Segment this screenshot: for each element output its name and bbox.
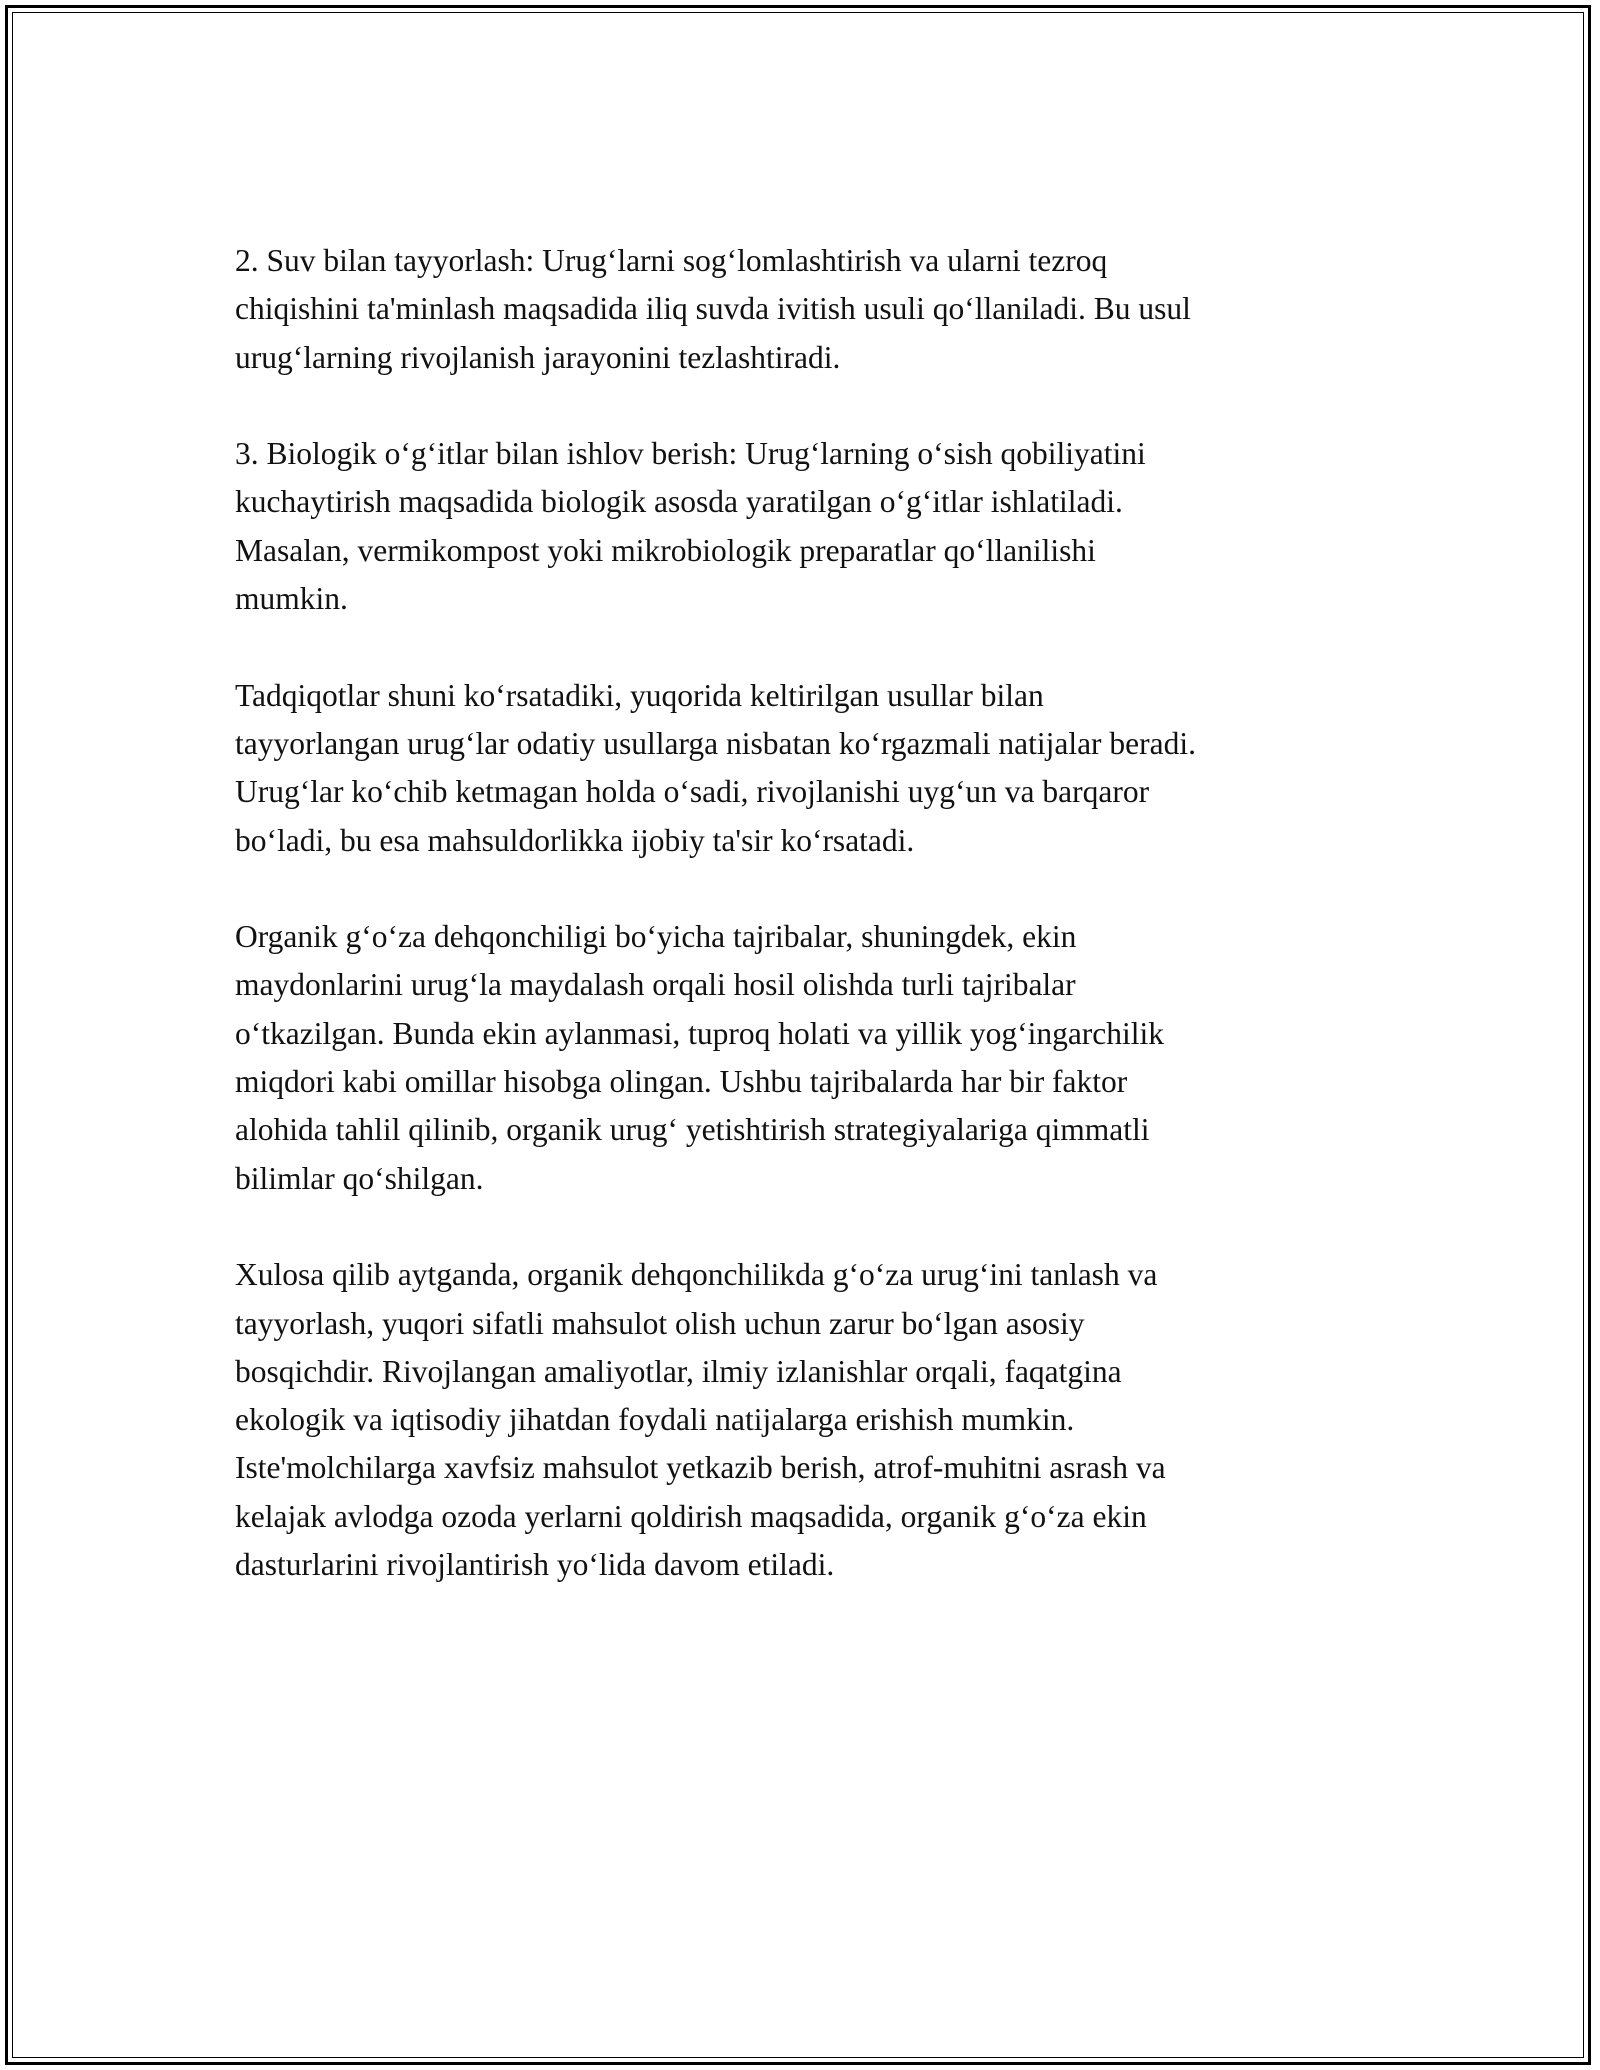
paragraph-research-results: Tadqiqotlar shuni ko‘rsatadiki, yuqorida keltirilgan usullar bilan tayyorlangan urug‘lar odatiy usullarga nisbatan ko‘rgazmali natijalar beradi. Urug‘lar ko‘chib ketmagan holda o‘sadi, rivojlanishi uyg‘un va barqaror bo‘ladi, bu esa mahsuldorlikka ijobiy ta'sir ko‘rsatadi. [235,677,1196,858]
paragraph-conclusion: Xulosa qilib aytganda, organik dehqonchilikda g‘o‘za urug‘ini tanlash va tayyorlash, yuqori sifatli mahsulot olish uchun zarur bo‘lgan asosiy bosqichdir. Rivojlangan amaliyotlar, ilmiy izlanishlar orqali, faqatgina ekologik va iqtisodiy jihatdan foydali natijalarga erishish mumkin. Iste'molchilarga xavfsiz mahsulot yetkazib berish, atrof-muhitni asrash va kelajak avlodga ozoda yerlarni qoldirish maqsadida, organik g‘o‘za ekin dasturlarini rivojlantirish yo‘lida davom etiladi. [235,1257,1166,1583]
page-content [235,237,1365,1638]
paragraph-water-preparation: 2. Suv bilan tayyorlash: Urug‘larni sog‘lomlashtirish va ularni tezroq chiqishini ta'minlash maqsadida iliq suvda ivitish usuli qo‘llaniladi. Bu usul urug‘larning rivojlanish jarayonini tezlashtiradi. [235,243,1191,375]
paragraph-organic-experiments: Organik g‘o‘za dehqonchiligi bo‘yicha tajribalar, shuningdek, ekin maydonlarini urug‘la maydalash orqali hosil olishda turli tajribalar o‘tkazilgan. Bunda ekin aylanmasi, tuproq holati va yillik yog‘ingarchilik miqdori kabi omillar hisobga olingan. Ushbu tajribalarda har bir faktor alohida tahlil qilinib, organik urug‘ yetishtirish strategiyalariga qimmatli bilimlar qo‘shilgan. [235,919,1165,1196]
paragraph-biological-fertilizers: 3. Biologik o‘g‘itlar bilan ishlov berish: Urug‘larning o‘sish qobiliyatini kuchaytirish maqsadida biologik asosda yaratilgan o‘g‘itlar ishlatiladi. Masalan, vermikompost yoki mikrobiologik preparatlar qo‘llanilishi mumkin. [235,436,1146,617]
